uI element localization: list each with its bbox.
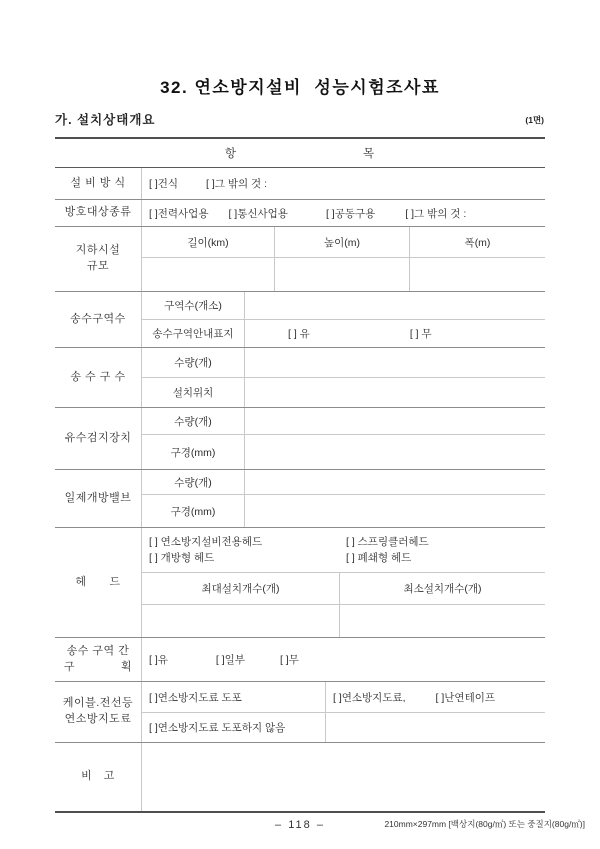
page-title: 32. 연소방지설비 성능시험조사표	[160, 78, 440, 97]
row-deluge-valve	[55, 470, 545, 528]
header-hang: 항	[224, 148, 237, 160]
subrow-label: 송수구역안내표지	[142, 320, 245, 347]
checkbox-option: [ ] 개방형 헤드	[149, 552, 215, 564]
row-value	[245, 320, 545, 347]
underground-subtable	[142, 227, 545, 291]
row-inlet-count	[55, 348, 545, 408]
checkbox-option: [ ]난연테이프	[435, 691, 495, 704]
row-label: 지하시설 규모	[55, 227, 142, 291]
subrow	[142, 682, 545, 713]
input-cell	[245, 495, 545, 527]
section-heading: 가. 설치상태개요	[55, 113, 156, 127]
col-header-max-count: 최대설치개수(개)	[142, 573, 340, 604]
subrow	[142, 320, 545, 347]
row-value	[142, 168, 545, 199]
checkbox-option: [ ]연소방지도료 도포하지 않음	[149, 722, 286, 734]
input-cell	[275, 258, 410, 291]
row-remarks	[55, 743, 545, 811]
water-zones-subtable	[142, 292, 545, 347]
inlet-subtable	[142, 348, 545, 407]
row-label: 비 고	[55, 743, 142, 811]
flow-detector-subtable	[142, 408, 545, 469]
row-facility-type	[55, 168, 545, 200]
row-label: 송 수 구 수	[55, 348, 142, 407]
page-number: – 118 –	[275, 819, 325, 831]
col-header-length: 길이(km)	[142, 227, 275, 257]
row-label: 송수구역수	[55, 292, 142, 347]
checkbox-option: [ ] 연소방지설비전용헤드	[149, 536, 263, 548]
checkbox-cell	[142, 713, 326, 742]
subrow-label: 구경(mm)	[142, 495, 245, 527]
checkbox-option: [ ]그 밖의 것 :	[405, 207, 467, 220]
subrow	[142, 292, 545, 320]
checkbox-cell	[142, 682, 326, 712]
row-zone-partition	[55, 638, 545, 682]
input-cell	[245, 292, 545, 319]
checkbox-option: [ ] 유	[288, 328, 310, 340]
input-cell	[142, 605, 340, 637]
input-cell	[245, 435, 545, 469]
head-value-row	[142, 605, 545, 637]
head-checkbox-col-left	[149, 534, 346, 572]
subrow-label: 수량(개)	[142, 470, 245, 494]
input-cell	[142, 258, 275, 291]
subrow-label: 구경(mm)	[142, 435, 245, 469]
subrow	[142, 713, 545, 742]
row-underground-size	[55, 227, 545, 292]
input-cell	[245, 378, 545, 407]
row-value	[142, 638, 545, 681]
row-label: 일제개방밸브	[55, 470, 142, 527]
head-subtable	[142, 528, 545, 637]
row-protection-target	[55, 200, 545, 227]
checkbox-option: [ ]공동구용	[325, 207, 376, 220]
header-mok: 목	[363, 148, 376, 160]
checkbox-option: [ ] 폐쇄형 헤드	[346, 552, 412, 564]
checkbox-option: [ ]전력사업용	[149, 207, 209, 220]
subrow	[142, 348, 545, 378]
col-header-height: 높이(m)	[275, 227, 410, 257]
checkbox-option: [ ]통신사업용	[228, 207, 288, 220]
subrow	[142, 435, 545, 469]
checkbox-cell	[326, 682, 545, 712]
checkbox-option: [ ]그 밖의 것 :	[206, 178, 268, 190]
underground-value-row	[142, 258, 545, 291]
checkbox-option: [ ]연소방지도료 도포	[149, 691, 242, 704]
subrow-label: 설치위치	[142, 378, 245, 407]
input-cell	[340, 605, 545, 637]
row-label: 송수 구역 간 구 획	[55, 638, 142, 681]
subrow	[142, 495, 545, 527]
input-cell	[326, 713, 545, 742]
row-head	[55, 528, 545, 638]
table-header-row	[55, 139, 545, 168]
subrow	[142, 378, 545, 407]
row-label: 방호대상종류	[55, 200, 142, 226]
survey-table	[55, 137, 545, 813]
subrow-label: 수량(개)	[142, 408, 245, 434]
checkbox-option: [ ]건식	[149, 178, 179, 190]
checkbox-option: [ ]유	[149, 654, 168, 666]
input-cell	[245, 408, 545, 434]
paper-spec-note: 210mm×297mm [백상지(80g/㎡) 또는 중질지(80g/㎡)]	[384, 819, 585, 829]
subrow-label: 구역수(개소)	[142, 292, 245, 319]
row-label: 유수검지장치	[55, 408, 142, 469]
row-flow-detector	[55, 408, 545, 470]
subrow	[142, 470, 545, 495]
head-checkbox-block	[142, 528, 545, 573]
checkbox-option: [ ] 스프링클러헤드	[346, 536, 429, 548]
row-water-zones	[55, 292, 545, 348]
row-label: 헤 드	[55, 528, 142, 637]
cable-subtable	[142, 682, 545, 742]
head-checkbox-col-right	[346, 534, 545, 572]
deluge-valve-subtable	[142, 470, 545, 527]
input-cell	[245, 348, 545, 377]
checkbox-option: [ ]무	[279, 654, 299, 666]
row-label: 케이블.전선등 연소방지도료	[55, 682, 142, 742]
col-header-width: 폭(m)	[464, 236, 491, 249]
input-cell	[245, 470, 545, 494]
input-cell	[142, 743, 545, 811]
row-cable-coating	[55, 682, 545, 743]
row-label: 설 비 방 식	[55, 168, 142, 199]
input-cell	[410, 258, 545, 291]
underground-header-row	[142, 227, 545, 258]
checkbox-option: [ ]일부	[215, 654, 245, 666]
checkbox-option: [ ]연소방지도료,	[333, 691, 406, 704]
subrow	[142, 408, 545, 435]
page-count-note: (1면)	[525, 115, 544, 125]
checkbox-option: [ ] 무	[409, 328, 432, 340]
col-header-min-count: 최소설치개수(개)	[403, 583, 482, 595]
row-value	[142, 200, 545, 226]
head-header-row	[142, 573, 545, 605]
subrow-label: 수량(개)	[142, 348, 245, 377]
